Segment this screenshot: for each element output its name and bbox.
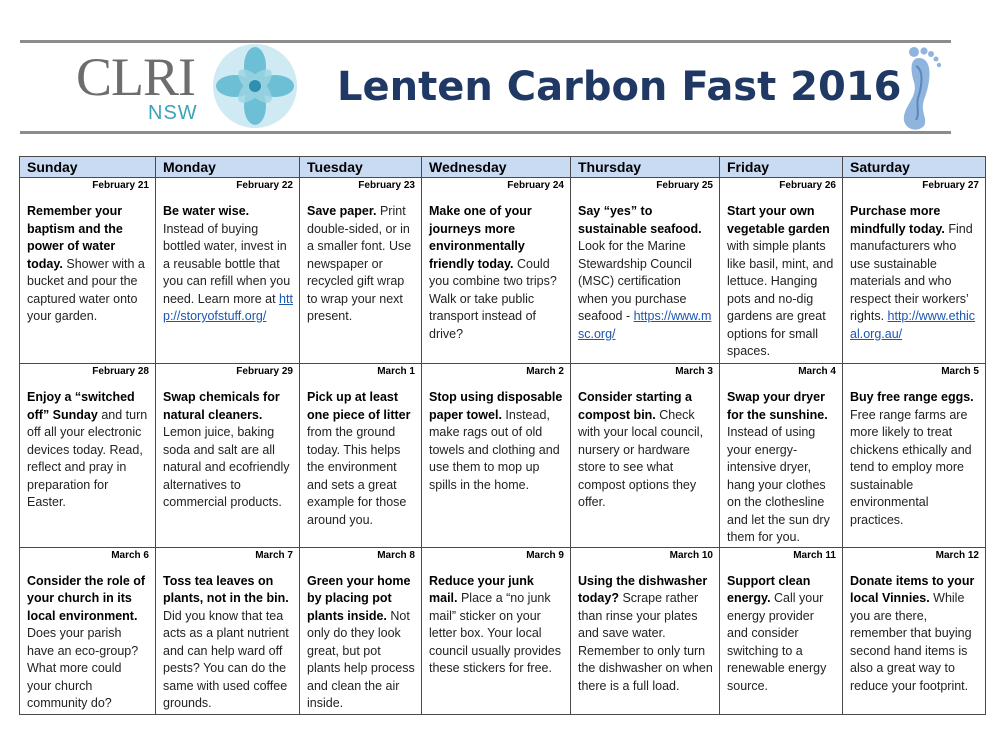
tip-text: Place a “no junk mail” sticker on your letter box. Your local council usually provides these stickers for free. bbox=[429, 591, 562, 675]
calendar-day-cell bbox=[843, 547, 986, 714]
day-tip bbox=[578, 203, 713, 343]
tip-headline: Swap your dryer for the sunshine. bbox=[727, 390, 828, 422]
tip-headline: Swap chemicals for natural cleaners. bbox=[163, 390, 280, 422]
calendar-day-cell bbox=[720, 364, 843, 548]
tip-headline: Reduce your junk mail. bbox=[429, 573, 534, 605]
day-tip bbox=[27, 573, 149, 713]
tip-text: Instead of buying bottled water, invest in a reusable bottle that you can refill when you need. Learn more at bbox=[163, 221, 291, 306]
tip-headline: Green your home by placing pot plants inside. bbox=[307, 573, 411, 623]
day-tip bbox=[27, 389, 149, 512]
day-tip bbox=[307, 203, 415, 326]
carbon-fast-calendar bbox=[19, 156, 986, 715]
calendar-day-cell bbox=[720, 547, 843, 714]
calendar-day-cell bbox=[20, 178, 156, 364]
tip-headline: Support clean energy. bbox=[727, 573, 811, 605]
tip-headline: Toss tea leaves on plants, not in the bin. bbox=[163, 573, 289, 605]
day-tip bbox=[727, 203, 836, 361]
day-date: March 4 bbox=[798, 366, 836, 377]
tip-headline: Make one of your journeys more environmentally friendly today. bbox=[429, 204, 532, 271]
calendar-day-cell bbox=[156, 178, 300, 364]
day-date: February 28 bbox=[92, 366, 149, 377]
day-tip bbox=[163, 203, 293, 326]
tip-text: and turn off all your electronic devices today. Read, reflect and pray in preparation for Easter. bbox=[27, 407, 148, 509]
calendar-day-cell bbox=[843, 364, 986, 548]
calendar-day-cell bbox=[156, 547, 300, 714]
calendar-week-row bbox=[20, 178, 986, 364]
calendar-day-cell bbox=[571, 178, 720, 364]
tip-headline: Consider the role of your church in its local environment. bbox=[27, 573, 146, 623]
day-date: March 12 bbox=[935, 549, 979, 561]
tip-headline: Purchase more mindfully today. bbox=[850, 204, 945, 236]
clri-logo-text: CLRI bbox=[76, 47, 196, 107]
day-tip bbox=[850, 573, 979, 696]
tip-text: Instead of using your energy-intensive dryer, hang your clothes on the clothesline and let the sun dry them for you. bbox=[727, 425, 830, 544]
tip-headline: Be water wise. bbox=[163, 204, 250, 218]
calendar-day-cell bbox=[422, 178, 571, 364]
day-date: March 6 bbox=[111, 549, 149, 561]
day-tip bbox=[27, 203, 149, 326]
tip-headline: Buy free range eggs. bbox=[850, 390, 974, 404]
day-tip bbox=[429, 203, 564, 343]
calendar-day-cell bbox=[571, 364, 720, 548]
msc-link[interactable]: https://www.msc.org/ bbox=[578, 309, 712, 341]
tip-text: Call your energy provider and consider switching to a renewable energy source. bbox=[727, 591, 827, 693]
tip-text: Instead, make rags out of old towels and clothing and use them to mop up spills in the home. bbox=[429, 407, 560, 492]
day-date: March 5 bbox=[941, 366, 979, 377]
tip-headline: Save paper. bbox=[307, 204, 377, 218]
day-date: March 7 bbox=[255, 549, 293, 561]
header-top-rule bbox=[20, 40, 951, 43]
day-date: February 26 bbox=[779, 180, 836, 191]
calendar-day-cell bbox=[300, 364, 422, 548]
footprint-icon bbox=[890, 44, 950, 130]
day-date: February 29 bbox=[236, 366, 293, 377]
day-header-thursday: Thursday bbox=[571, 157, 720, 178]
tip-headline: Consider starting a compost bin. bbox=[578, 390, 692, 422]
tip-headline: Pick up at least one piece of litter bbox=[307, 390, 411, 422]
day-header-friday: Friday bbox=[720, 157, 843, 178]
tip-text: with simple plants like basil, mint, and lettuce. Hanging pots and no-dig gardens are great options for small spaces. bbox=[727, 239, 834, 358]
tip-headline: Remember your baptism and the power of water today. bbox=[27, 204, 123, 271]
day-date: February 27 bbox=[922, 180, 979, 191]
tip-text: Free range farms are more likely to treat chickens ethically and tend to employ more sustainable environmental practices. bbox=[850, 407, 972, 527]
tip-headline: Say “yes” to sustainable seafood. bbox=[578, 204, 702, 236]
calendar-day-cell bbox=[20, 547, 156, 714]
day-tip bbox=[850, 203, 979, 343]
tip-headline: Donate items to your local Vinnies. bbox=[850, 573, 975, 605]
tip-text: from the ground today. This helps the environment and sets a great example for those around you. bbox=[307, 425, 407, 527]
tip-text: Look for the Marine Stewardship Council (MSC) certification when you purchase seafood - bbox=[578, 239, 692, 323]
tip-text: Scrape rather than rinse your plates and save water. Remember to only turn the dishwasher on when there is a full load. bbox=[578, 591, 713, 693]
ethical-link[interactable]: http://www.ethical.org.au/ bbox=[850, 309, 976, 341]
day-tip bbox=[578, 573, 713, 696]
day-date: March 9 bbox=[526, 549, 564, 561]
header-bottom-rule bbox=[20, 131, 951, 134]
day-date: March 1 bbox=[377, 366, 415, 377]
day-tip bbox=[429, 389, 564, 494]
day-tip bbox=[163, 573, 293, 713]
day-tip bbox=[578, 389, 713, 512]
day-tip bbox=[307, 389, 415, 529]
calendar-day-cell bbox=[571, 547, 720, 714]
day-date: February 21 bbox=[92, 180, 149, 191]
tip-text: Did you know that tea acts as a plant nutrient and can help ward off pests? You can do the same with used coffee grounds. bbox=[163, 608, 289, 710]
day-date: February 22 bbox=[236, 180, 293, 191]
day-tip bbox=[727, 389, 836, 547]
day-header-monday: Monday bbox=[156, 157, 300, 178]
calendar-week-row bbox=[20, 364, 986, 548]
day-tip bbox=[307, 573, 415, 713]
day-header-sunday: Sunday bbox=[20, 157, 156, 178]
tip-text: Could you combine two trips? Walk or take public transport instead of drive? bbox=[429, 256, 557, 341]
flower-logo-icon bbox=[208, 42, 302, 130]
calendar-day-cell bbox=[300, 178, 422, 364]
day-date: March 8 bbox=[377, 549, 415, 561]
calendar-day-cell bbox=[422, 364, 571, 548]
tip-text: Find manufacturers who use sustainable materials and who respect their workers’ rights. bbox=[850, 221, 973, 323]
day-date: March 11 bbox=[793, 549, 836, 561]
tip-headline: Start your own vegetable garden bbox=[727, 204, 830, 236]
calendar-week-row bbox=[20, 547, 986, 714]
day-date: March 3 bbox=[675, 366, 713, 377]
calendar-day-cell bbox=[300, 547, 422, 714]
storyofstuff-link[interactable]: http://storyofstuff.org/ bbox=[163, 291, 293, 323]
day-header-saturday: Saturday bbox=[843, 157, 986, 178]
tip-text: Check with your local council, nursery or hardware store to see what compost options they offer. bbox=[578, 407, 704, 509]
tip-headline: Stop using disposable paper towel. bbox=[429, 390, 563, 422]
tip-text: While you are there, remember that buying second hand items is also a great way to reduce your footprint. bbox=[850, 591, 972, 693]
day-header-tuesday: Tuesday bbox=[300, 157, 422, 178]
tip-text: Lemon juice, baking soda and salt are all natural and ecofriendly alternatives to commercial products. bbox=[163, 425, 290, 509]
page-title: Lenten Carbon Fast 2016 bbox=[337, 64, 902, 110]
calendar-header-row bbox=[20, 157, 986, 178]
tip-text: Print double-sided, or in a smaller font. Use newspaper or recycled gift wrap to wrap your next present. bbox=[307, 204, 412, 323]
calendar-day-cell bbox=[843, 178, 986, 364]
day-tip bbox=[850, 389, 979, 529]
day-tip bbox=[727, 573, 836, 696]
nsw-logo-text: NSW bbox=[148, 102, 198, 124]
tip-headline: Using the dishwasher today? bbox=[578, 573, 708, 605]
calendar-day-cell bbox=[422, 547, 571, 714]
day-date: February 23 bbox=[358, 180, 415, 191]
day-tip bbox=[163, 389, 293, 512]
calendar-day-cell bbox=[156, 364, 300, 548]
day-header-wednesday: Wednesday bbox=[422, 157, 571, 178]
tip-text: Not only do they look great, but pot plants help process and clean the air inside. bbox=[307, 608, 415, 710]
tip-headline: Enjoy a “switched off” Sunday bbox=[27, 390, 135, 422]
tip-text: Does your parish have an eco-group? What more could your church community do? bbox=[27, 626, 139, 710]
day-date: February 24 bbox=[507, 180, 564, 191]
calendar-day-cell bbox=[720, 178, 843, 364]
tip-text: Shower with a bucket and pour the captured water onto your garden. bbox=[27, 256, 145, 323]
day-tip bbox=[429, 573, 564, 678]
day-date: March 10 bbox=[669, 549, 713, 561]
calendar-day-cell bbox=[20, 364, 156, 548]
day-date: March 2 bbox=[526, 366, 564, 377]
day-date: February 25 bbox=[656, 180, 713, 191]
